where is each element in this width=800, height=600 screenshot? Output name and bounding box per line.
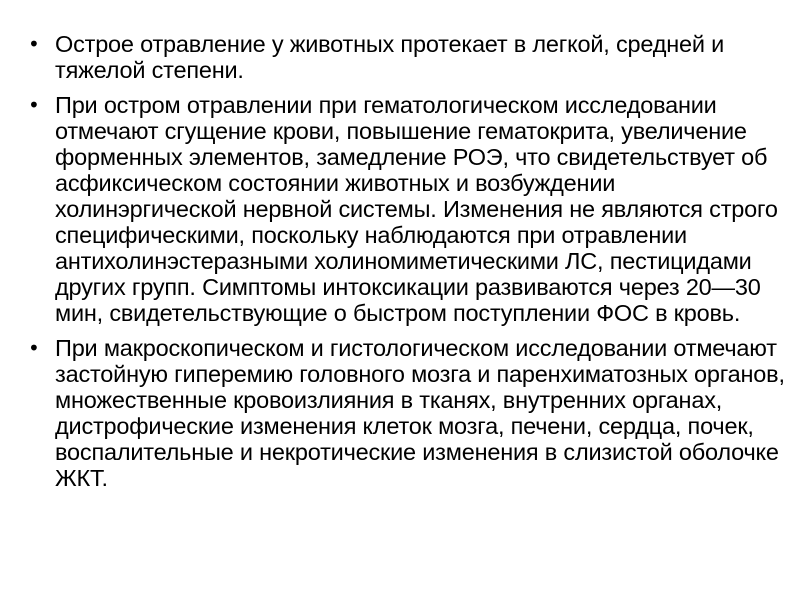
bullet-marker: •	[28, 93, 40, 117]
bullet-list	[28, 31, 788, 500]
bullet-text: При остром отравлении при гематологическом исследовании отмечают сгущение крови, повышение гематокрита, увеличение форменных элементов, замедление РОЭ, что свидетельствует об асфиксическом состоянии животных и возбуждении холинэргической нервной системы. Изменения не являются строго специфическими, поскольку наблюдаются при отравлении антихолинэстеразными холиномиметическими ЛС, пестицидами других групп. Симптомы интоксикации развиваются через 20—30 мин, свидетельствующие о быстром поступлении ФОС в кровь.	[55, 92, 778, 326]
bullet-item	[28, 92, 788, 326]
bullet-item	[28, 31, 788, 83]
bullet-marker: •	[28, 32, 40, 56]
bullet-item	[28, 335, 788, 491]
bullet-text: Острое отравление у животных протекает в легкой, средней и тяжелой степени.	[55, 31, 725, 83]
bullet-marker: •	[28, 336, 40, 360]
bullet-text: При макроскопическом и гистологическом исследовании отмечают застойную гиперемию головного мозга и паренхиматозных органов, множественные кровоизлияния в тканях, внутренних органах, дистрофические изменения клеток мозга, печени, сердца, почек, воспалительные и некротические изменения в слизистой оболочке ЖКТ.	[55, 335, 785, 491]
